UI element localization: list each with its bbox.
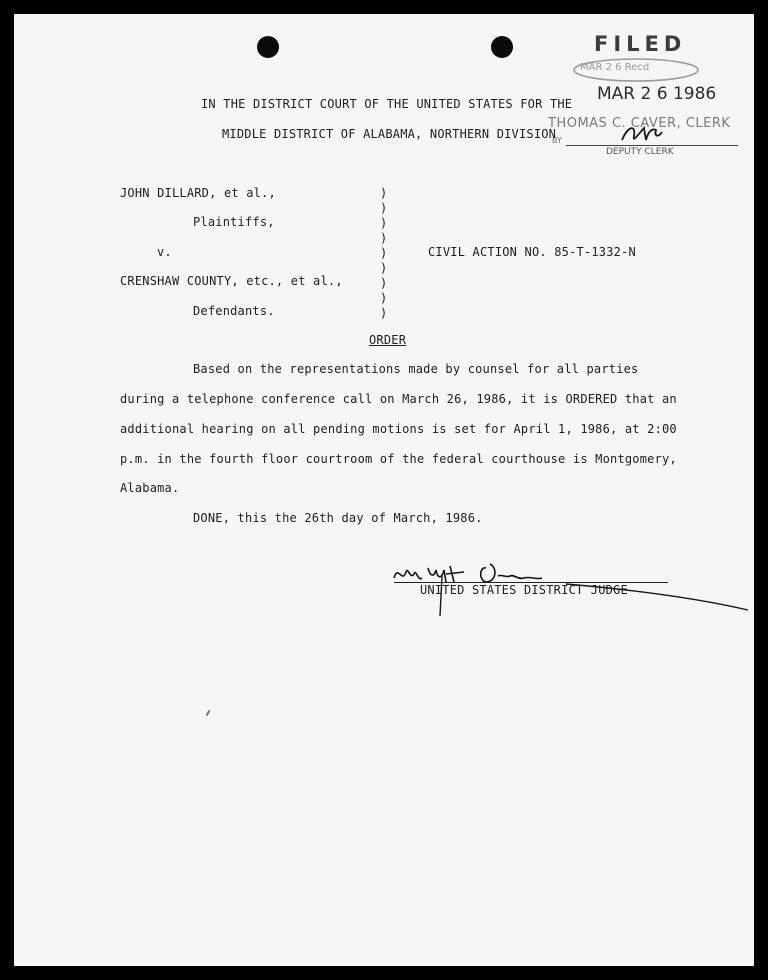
clerk-name: THOMAS C. CAVER, CLERK <box>548 116 731 131</box>
order-body-line: additional hearing on all pending motions is set for April 1, 1986, at 2:00 <box>120 422 677 436</box>
deputy-initials <box>618 118 664 150</box>
punch-hole-right <box>491 36 513 58</box>
court-header-line-1: IN THE DISTRICT COURT OF THE UNITED STATES FOR THE <box>201 97 573 111</box>
filed-date: MAR 2 6 1986 <box>597 84 717 104</box>
document-page <box>14 14 754 966</box>
stray-mark <box>206 710 211 716</box>
caption-paren-column: ) ) ) ) ) ) ) ) ) <box>380 186 388 320</box>
plaintiff-role: Plaintiffs, <box>193 215 275 229</box>
judge-title: UNITED STATES DISTRICT JUDGE <box>420 583 628 597</box>
versus-label: v. <box>157 245 172 259</box>
order-title: ORDER <box>369 333 407 347</box>
defendant-name: CRENSHAW COUNTY, etc., et al., <box>120 274 343 288</box>
punch-hole-left <box>257 36 279 58</box>
civil-action-number: CIVIL ACTION NO. 85-T-1332-N <box>428 245 636 259</box>
order-body-line: p.m. in the fourth floor courtroom of the federal courthouse is Montgomery, <box>120 452 677 466</box>
filed-stamp-title: FILED <box>594 32 687 56</box>
order-body-line: during a telephone conference call on March 26, 1986, it is ORDERED that an <box>120 392 677 406</box>
plaintiff-name: JOHN DILLARD, et al., <box>120 186 276 200</box>
order-body-line: Based on the representations made by counsel for all parties <box>193 362 639 376</box>
defendant-role: Defendants. <box>193 304 275 318</box>
order-body-line: Alabama. <box>120 481 180 495</box>
received-note: MAR 2 6 Recd <box>580 62 650 73</box>
court-header-line-2: MIDDLE DISTRICT OF ALABAMA, NORTHERN DIVISION <box>222 127 557 141</box>
done-line: DONE, this the 26th day of March, 1986. <box>193 511 483 525</box>
by-label: BY <box>552 136 562 145</box>
deputy-clerk-label: DEPUTY CLERK <box>606 147 674 157</box>
